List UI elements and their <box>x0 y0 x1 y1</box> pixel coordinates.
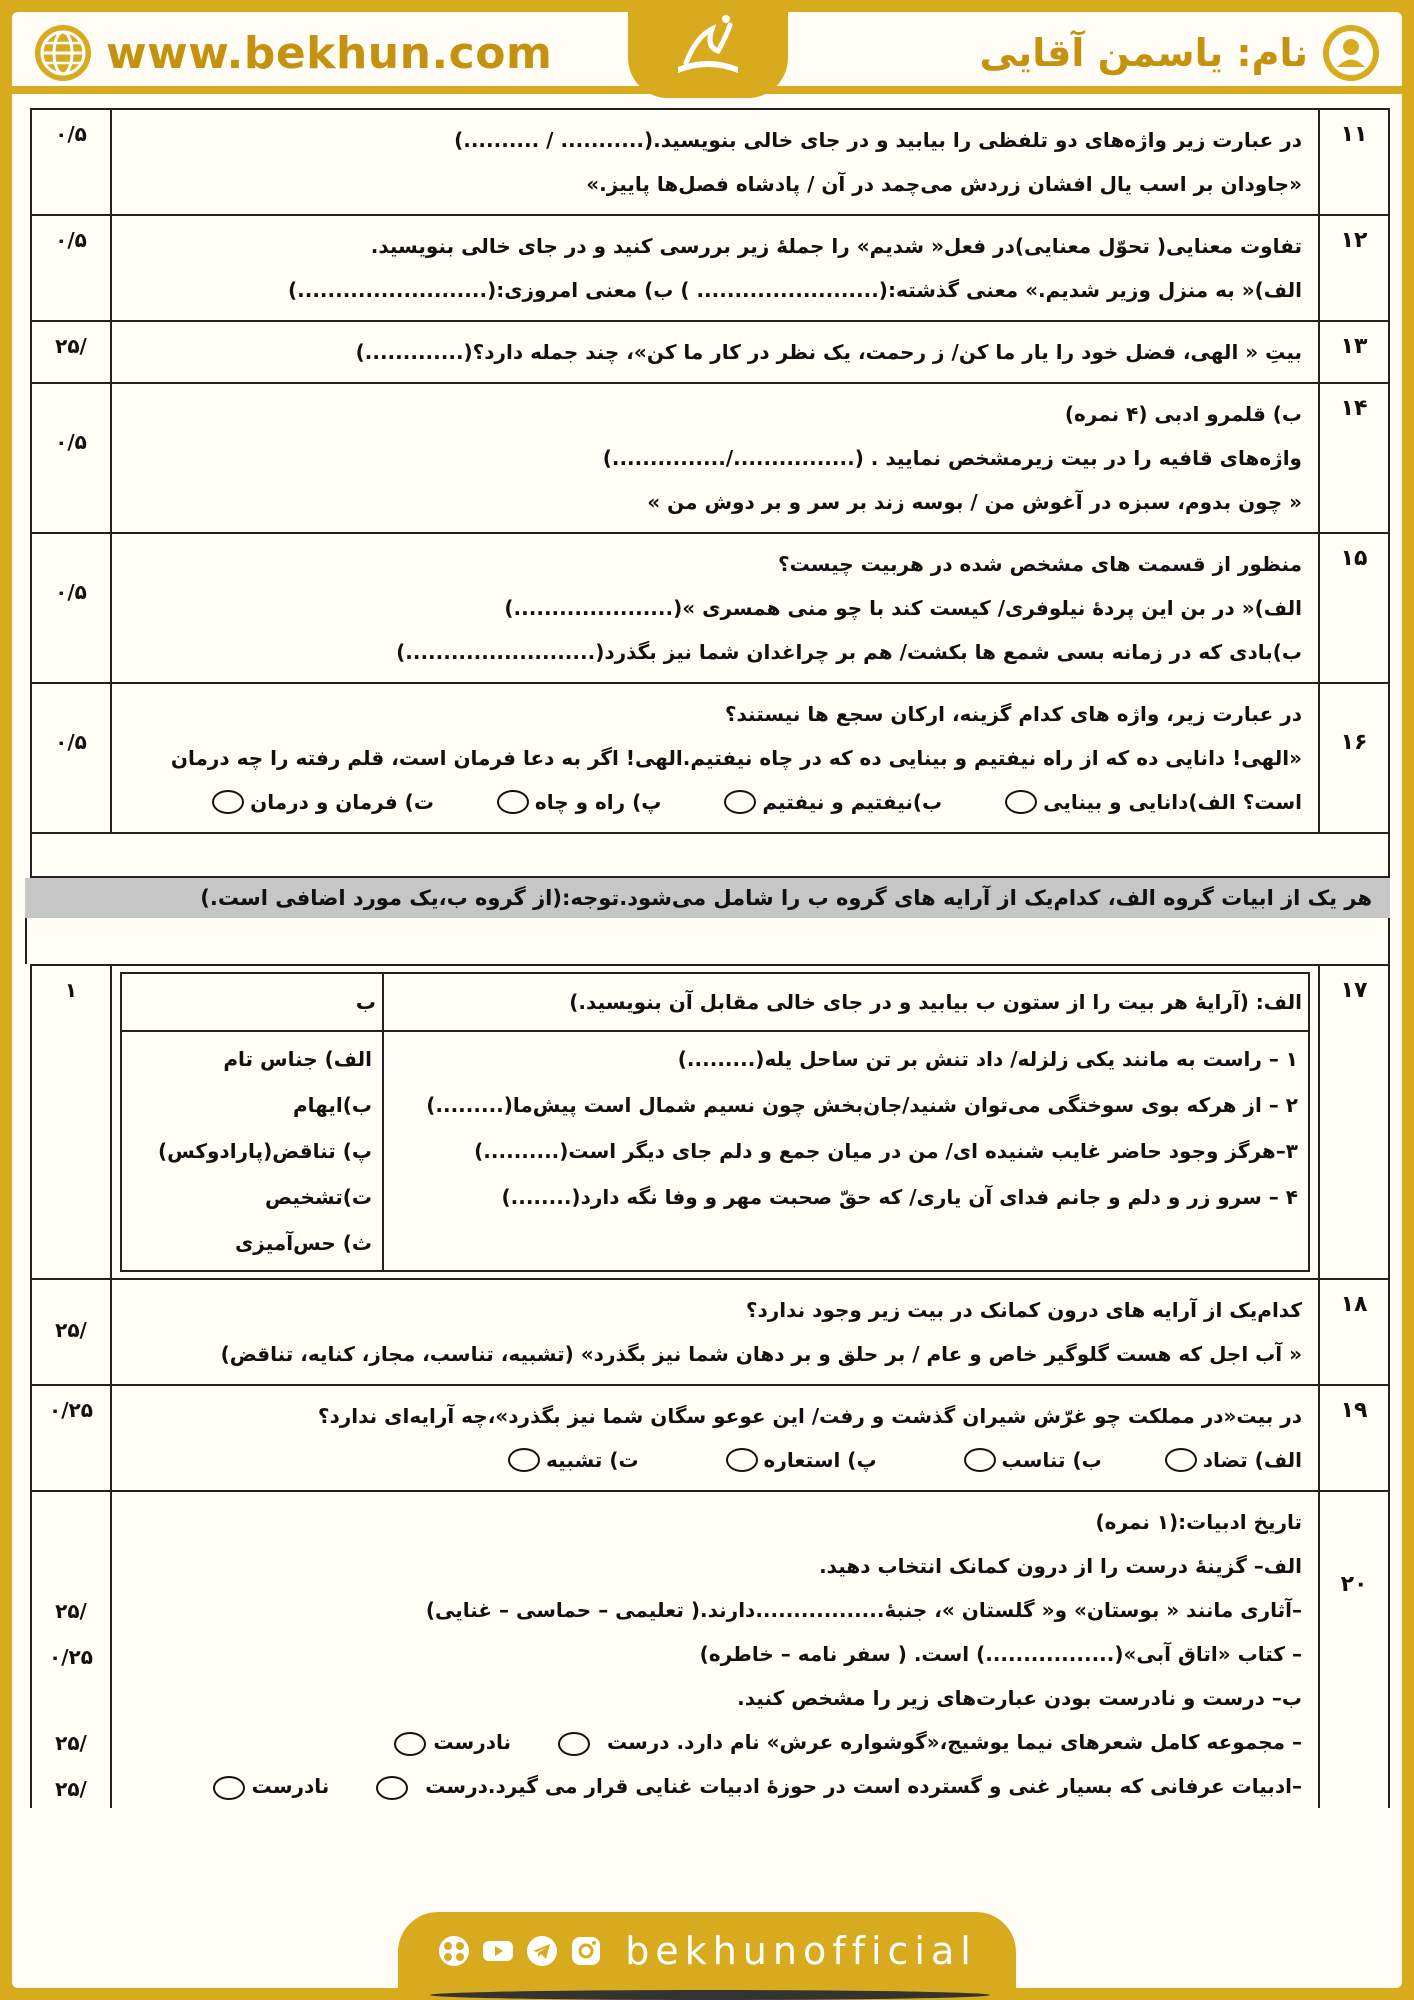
globe-icon <box>32 22 94 84</box>
matching-table <box>120 972 1310 1272</box>
question-row <box>31 215 1389 321</box>
verse-item: ۱ – راست به مانند یکی زلزله/ داد تنش بر تن ساحل یله(.........) <box>677 1047 1298 1071</box>
question-text <box>111 215 1319 321</box>
question-line: در عبارت زیر واژه‌های دو تلفظی را بیابید و در جای خالی بنویسید.(........... / ..........) <box>454 128 1302 152</box>
answer-circle[interactable] <box>724 790 756 814</box>
question-number: ۱۲ <box>1319 215 1389 321</box>
question-row <box>31 533 1389 683</box>
question-line: «جاودان بر اسب یال افشان زردش می‌چمد در آن / پادشاه فصل‌ها پاییز.» <box>586 172 1302 196</box>
answer-circle[interactable] <box>212 790 244 814</box>
question-row <box>31 383 1389 533</box>
question-score: ۰/۲۵ <box>31 1385 111 1491</box>
question-score: ۱ <box>31 965 111 1279</box>
device-option: ت)تشخیص <box>265 1185 372 1209</box>
false-label: نادرست <box>433 1730 511 1754</box>
social-footer <box>398 1912 1016 1990</box>
question-line: « چون بدوم، سبزه در آغوش من / بوسه زند بر سر و بر دوش من » <box>647 490 1302 514</box>
question-number: ۲۰ <box>1319 1491 1389 1808</box>
student-name <box>979 22 1382 84</box>
option-b[interactable]: ب) تناسب <box>964 1438 1102 1482</box>
device-option: الف) جناس تام <box>223 1047 372 1071</box>
option-c[interactable]: پ) راه و چاه <box>497 780 661 824</box>
question-score: ۰/۵ <box>31 383 111 533</box>
question-number: ۱۶ <box>1319 683 1389 833</box>
score-value: ۰/۲۵ <box>49 1645 93 1669</box>
question-score: ۰/۵ <box>31 109 111 215</box>
verse-item: ۴ – سرو زر و دلم و جانم فدای آن یاری/ که حقّ صحبت مهر و وفا نگه دارد(........) <box>501 1185 1298 1209</box>
question-row <box>31 1385 1389 1491</box>
device-option: ث) حس‌آمیزی <box>234 1231 372 1255</box>
book-logo-icon <box>666 7 750 91</box>
question-line: الف– گزینهٔ درست را از درون کمانک انتخاب دهید. <box>819 1554 1302 1578</box>
question-line: کدام‌یک از آرایه های درون کمانک در بیت زیر وجود ندارد؟ <box>745 1298 1302 1322</box>
question-line: ب– درست و نادرست بودن عبارت‌های زیر را مشخص کنید. <box>737 1686 1302 1710</box>
instagram-icon[interactable] <box>569 1934 603 1968</box>
spacer-row <box>31 833 1389 877</box>
device-option: پ) تناقض(پارادوکس) <box>157 1139 372 1163</box>
question-score: /۲۵ <box>31 321 111 383</box>
question-line: تفاوت معنایی( تحوّل معنایی)در فعل« شدیم» را جملهٔ زیر بررسی کنید و در جای خالی بنویسید. <box>370 234 1302 258</box>
true-false-line: –ادبیات عرفانی که بسیار غنی و گسترده است در حوزهٔ ادبیات غنایی قرار می گیرد.درست نادرست <box>128 1764 1302 1808</box>
false-circle[interactable] <box>394 1732 426 1756</box>
question-number: ۱۵ <box>1319 533 1389 683</box>
verse-item: ۲ – از هرکه بوی سوختگی می‌توان شنید/جان‌بخش چون نسیم شمال است پیش‌ما(.........) <box>426 1093 1298 1117</box>
device-option: ب)ایهام <box>293 1093 372 1117</box>
exam-sheet <box>25 108 1390 1808</box>
social-handle[interactable]: bekhunofficial <box>625 1929 977 1973</box>
true-circle[interactable] <box>558 1732 590 1756</box>
question-line: بیتِ « الهی، فضل خود را یار ما کن/ ز رحمت، یک نظر در کار ما کن»، چند جمله دارد؟(.............) <box>355 340 1302 364</box>
questions-table-2 <box>30 964 1390 1808</box>
question-line: در بیت«در مملکت چو غرّش شیران گذشت و رفت/ این عوعو سگان شما نیز بگذرد»،چه آرایه‌ای ندارد؟ <box>317 1404 1302 1428</box>
question-line: ب)بادی که در زمانه بسی شمع ها بکشت/ هم بر چراغدان شما نیز بگذرد(.........................) <box>396 640 1302 664</box>
question-text <box>111 1279 1319 1385</box>
options-cell <box>121 1031 383 1271</box>
verses-cell <box>383 1031 1309 1271</box>
question-row <box>31 109 1389 215</box>
question-line: «الهی! دانایی ده که از راه نیفتیم و بینایی ده که در چاه نیفتیم.الهی! اگر به دعا فرمان است، قلم رفته را چه درمان <box>170 746 1302 770</box>
options-line <box>128 780 1302 824</box>
question-score: ۰/۵ <box>31 683 111 833</box>
question-score: ۰/۵ <box>31 533 111 683</box>
option-a[interactable]: است؟ الف)دانایی و بینایی <box>1005 780 1302 824</box>
false-circle[interactable] <box>213 1776 245 1800</box>
question-line: « آب اجل که هست گلوگیر خاص و عام / بر حلق و بر دهان شما نیز بگذرد» (تشبیه، تناسب، مجاز، کنایه، تناقض) <box>220 1342 1302 1366</box>
verse-item: ۳–هرگز وجود حاضر غایب شنیده ای/ من در میان جمع و دلم جای دیگر است(..........) <box>474 1139 1298 1163</box>
questions-table <box>30 108 1390 878</box>
question-text <box>111 1385 1319 1491</box>
question-line: الف)« به منزل وزیر شدیم.» معنی گذشته:(........................ ) ب) معنی امروزی:(.........................) <box>287 278 1302 302</box>
question-number: ۱۷ <box>1319 965 1389 1279</box>
question-text <box>111 109 1319 215</box>
section-banner: هر یک از ابیات گروه الف، کدام‌یک از آرایه های گروه ب را شامل می‌شود.توجه:(از گروه ب،یک مورد اضافی است.) <box>25 878 1390 918</box>
question-row <box>31 321 1389 383</box>
answer-circle[interactable] <box>726 1448 758 1472</box>
question-line: منظور از قسمت های مشخص شده در هربیت چیست؟ <box>778 552 1302 576</box>
answer-circle[interactable] <box>1165 1448 1197 1472</box>
true-false-line: – مجموعه کامل شعرهای نیما یوشیج،«گوشواره عرش» نام دارد. درست نادرست <box>128 1720 1302 1764</box>
user-icon <box>1320 22 1382 84</box>
question-scores <box>31 1491 111 1808</box>
question-text <box>111 321 1319 383</box>
brand-logo <box>628 0 788 98</box>
aparat-icon[interactable] <box>437 1934 471 1968</box>
section-heading: تاریخ ادبیات:(۱ نمره) <box>1095 1510 1302 1534</box>
question-number: ۱۸ <box>1319 1279 1389 1385</box>
question-text <box>111 383 1319 533</box>
youtube-icon[interactable] <box>481 1934 515 1968</box>
answer-circle[interactable] <box>1005 790 1037 814</box>
option-d[interactable]: ت) تشبیه <box>508 1438 639 1482</box>
question-number: ۱۹ <box>1319 1385 1389 1491</box>
false-label: نادرست <box>251 1774 330 1798</box>
column-b-header: ب <box>121 973 383 1031</box>
question-number: ۱۱ <box>1319 109 1389 215</box>
option-b[interactable]: ب)نیفتیم و نیفتیم <box>724 780 942 824</box>
banner-gap <box>25 918 1390 964</box>
option-d[interactable]: ت) فرمان و درمان <box>212 780 434 824</box>
question-row <box>31 1491 1389 1808</box>
score-value: /۲۵ <box>55 1731 87 1755</box>
options-line <box>128 1438 1302 1482</box>
true-circle[interactable] <box>376 1776 408 1800</box>
question-number: ۱۴ <box>1319 383 1389 533</box>
footer-shadow <box>430 1990 990 2000</box>
question-text <box>111 1491 1319 1808</box>
question-row <box>31 1279 1389 1385</box>
option-c[interactable]: پ) استعاره <box>726 1438 877 1482</box>
question-score: /۲۵ <box>31 1279 111 1385</box>
student-name-text: نام: یاسمن آقایی <box>979 31 1308 75</box>
question-text <box>111 683 1319 833</box>
answer-circle[interactable] <box>497 790 529 814</box>
telegram-icon[interactable] <box>525 1934 559 1968</box>
matching-question <box>111 965 1319 1279</box>
question-text <box>111 533 1319 683</box>
question-row <box>31 683 1389 833</box>
score-value: /۲۵ <box>55 1777 87 1801</box>
question-line: –آثاری مانند « بوستان» و« گلستان »، جنبهٔ.................دارند.( تعلیمی – حماسی – غنایی) <box>425 1598 1302 1622</box>
question-number: ۱۳ <box>1319 321 1389 383</box>
section-heading: ب) قلمرو ادبی (۴ نمره) <box>1064 402 1302 426</box>
question-row <box>31 965 1389 1279</box>
question-score: ۰/۵ <box>31 215 111 321</box>
answer-circle[interactable] <box>964 1448 996 1472</box>
website-link[interactable] <box>32 22 552 84</box>
question-line: الف)« در بن این پردهٔ نیلوفری/ کیست کند با چو منی همسری »(.....................) <box>504 596 1302 620</box>
question-line: در عبارت زیر، واژه های کدام گزینه، ارکان سجع ها نیستند؟ <box>724 702 1302 726</box>
question-line: واژه‌های قافیه را در بیت زیرمشخص نمایید . (................/...............) <box>602 446 1302 470</box>
option-a[interactable]: الف) تضاد <box>1165 1438 1302 1482</box>
answer-circle[interactable] <box>508 1448 540 1472</box>
column-a-header: الف: (آرایهٔ هر بیت را از ستون ب بیابید و در جای خالی مقابل آن بنویسید.) <box>383 973 1309 1031</box>
score-value: /۲۵ <box>55 1599 87 1623</box>
question-line: – کتاب «اتاق آبی»(.................) است. ( سفر نامه – خاطره) <box>699 1642 1302 1666</box>
website-text[interactable]: www.bekhun.com <box>106 27 553 79</box>
